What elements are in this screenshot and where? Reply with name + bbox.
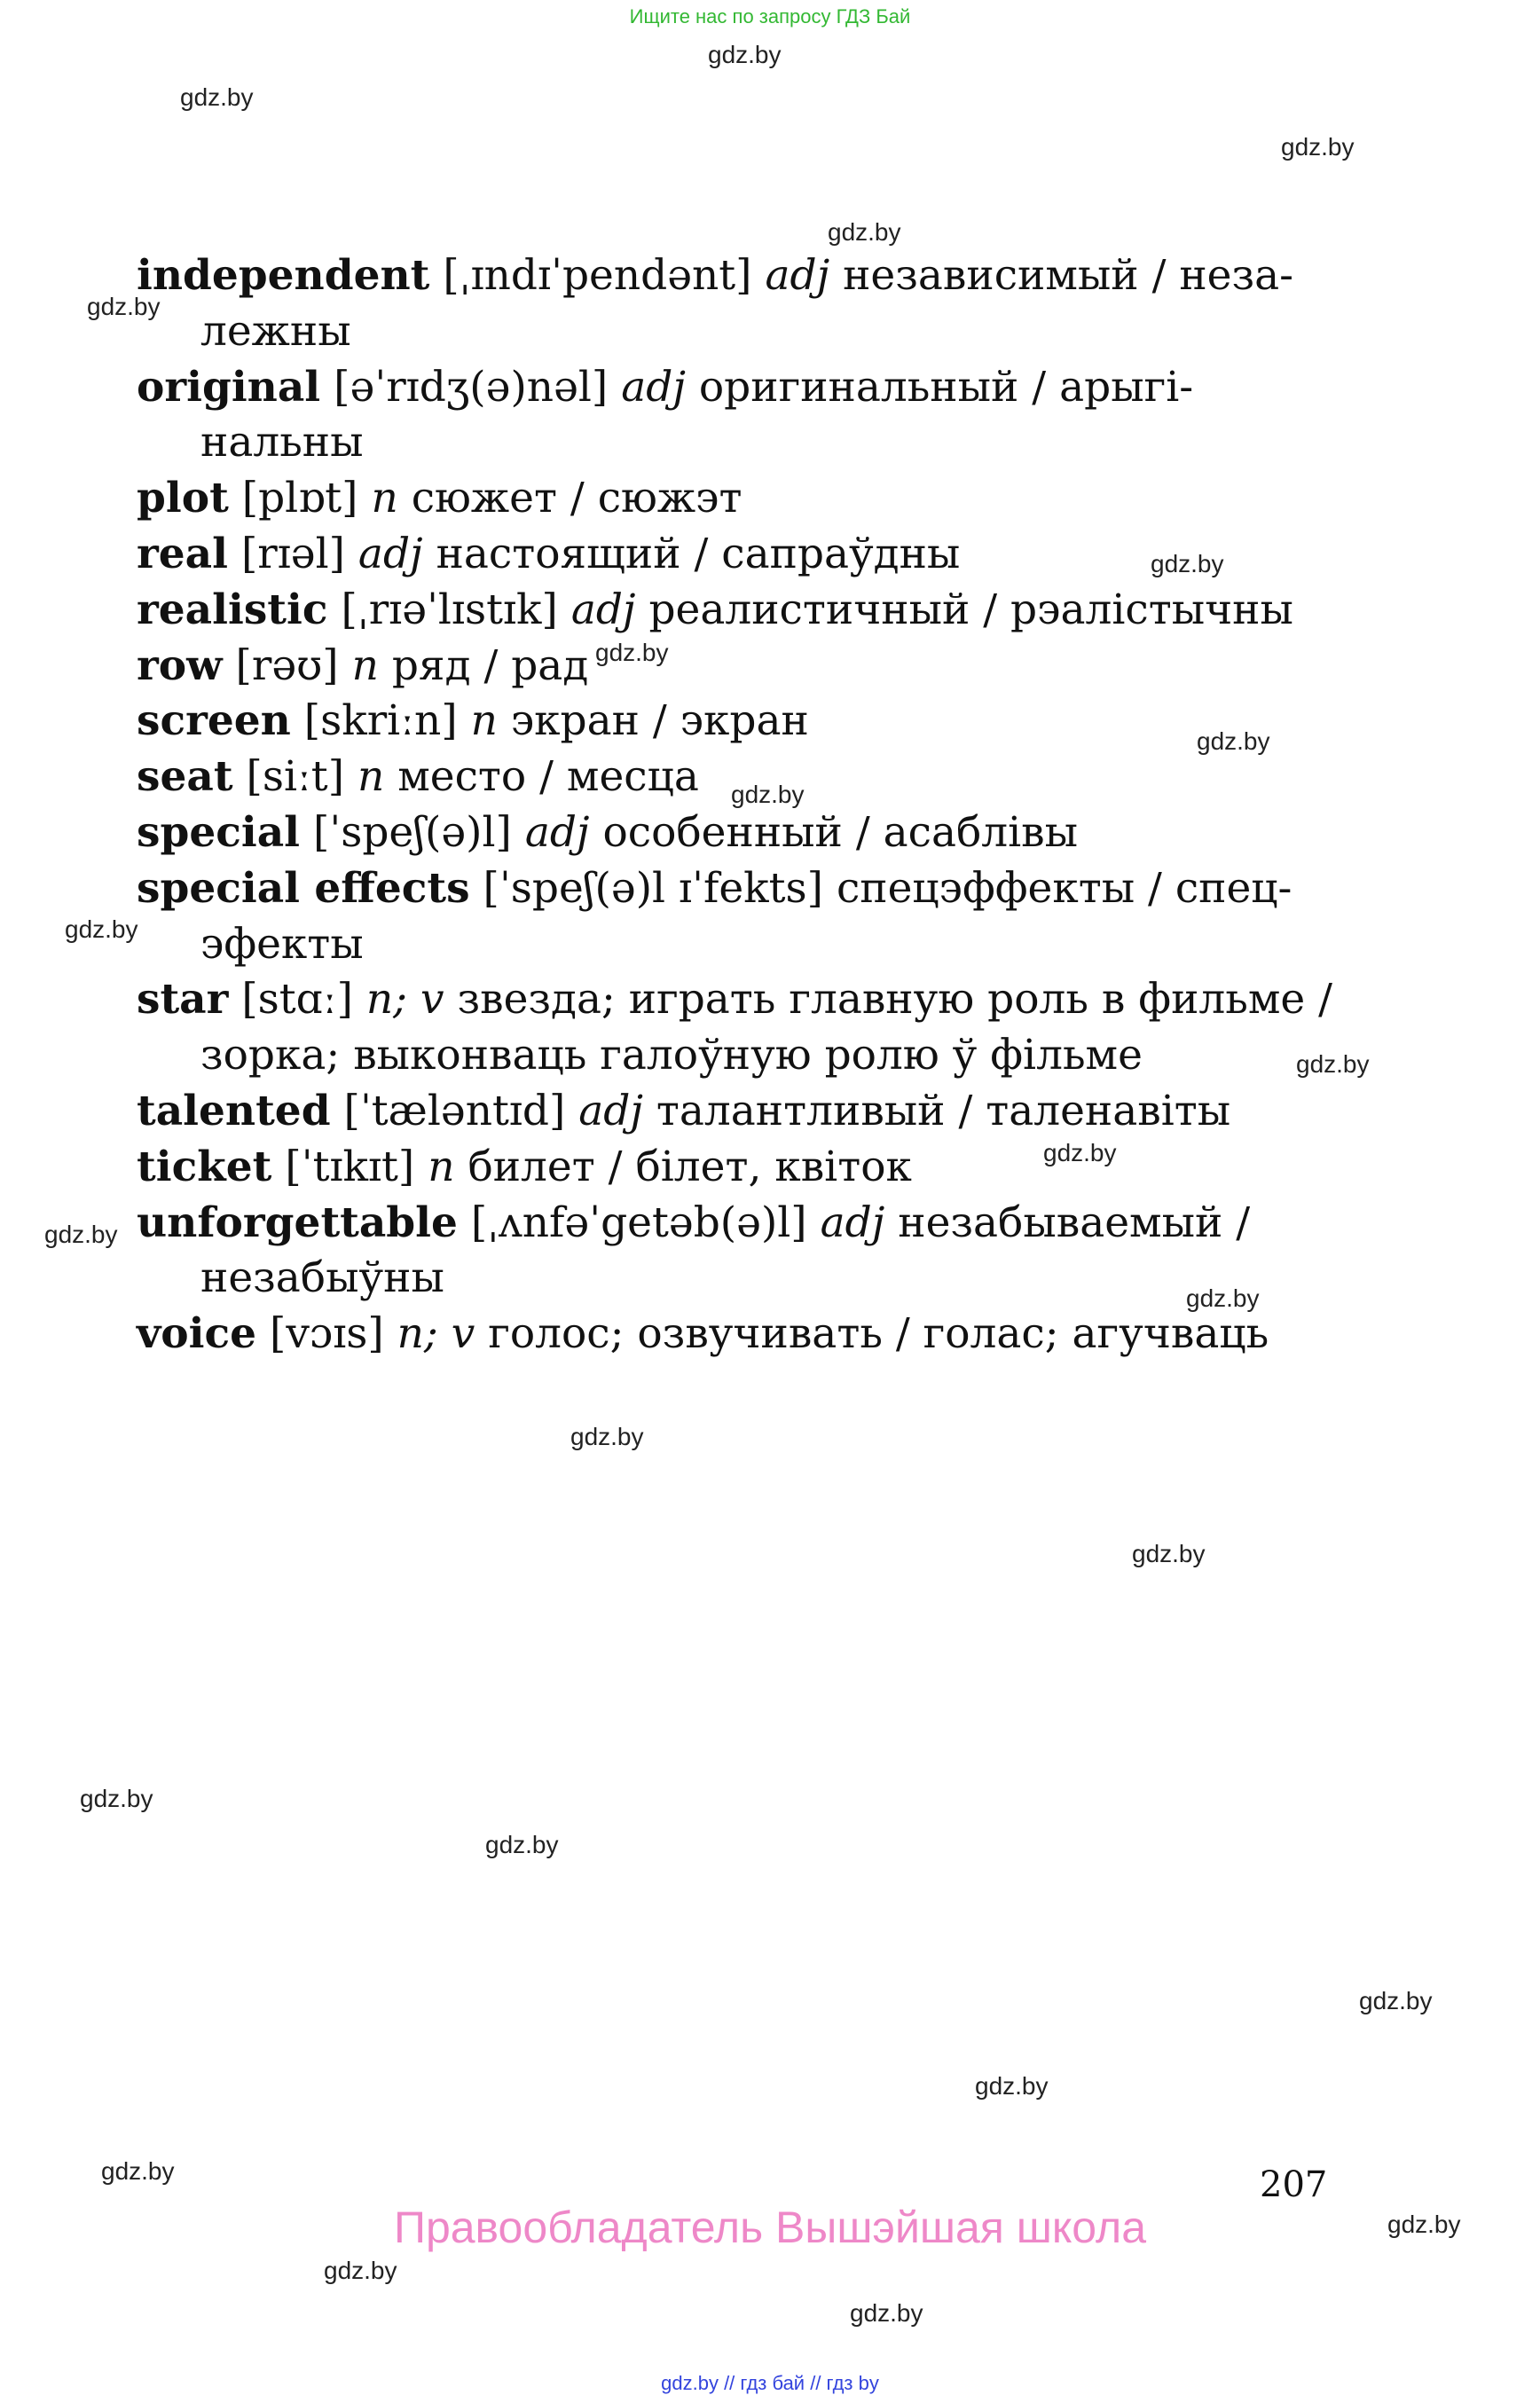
translation: экран / экран — [510, 696, 809, 746]
transcription: [əˈrɪdʒ(ə)nəl] — [334, 362, 609, 412]
translation: настоящий / сапраўдны — [436, 529, 961, 578]
headword: talented — [137, 1086, 331, 1135]
part-of-speech: adj — [621, 362, 686, 412]
headword: star — [137, 975, 229, 1025]
headword: original — [137, 362, 321, 412]
watermark: gdz.by — [1197, 727, 1270, 755]
vocab-entry — [137, 471, 1343, 527]
translation: спецэффекты / спец- — [836, 863, 1292, 913]
vocab-entry — [137, 805, 1343, 861]
part-of-speech: n — [470, 696, 498, 746]
vocab-entry — [137, 861, 1343, 973]
translation: незабываемый / — [898, 1198, 1251, 1247]
watermark: gdz.by — [1387, 2211, 1461, 2238]
watermark: gdz.by — [87, 293, 161, 320]
watermark: gdz.by — [1359, 1987, 1433, 2014]
translation-continued: зорка; выконваць галоўную ролю ў фільме — [200, 1031, 1143, 1080]
translation: место / месца — [397, 752, 699, 802]
watermark: gdz.by — [1043, 1139, 1117, 1166]
watermark: gdz.by — [1186, 1284, 1260, 1312]
headword: special effects — [137, 863, 470, 913]
transcription: [rɪəl] — [240, 529, 345, 578]
headword: row — [137, 640, 223, 690]
translation-continued: эфекты — [200, 919, 364, 969]
vocab-entry — [137, 1084, 1343, 1140]
watermark: gdz.by — [1296, 1050, 1370, 1078]
part-of-speech: n — [357, 752, 385, 802]
watermark: gdz.by — [80, 1785, 153, 1812]
part-of-speech: adj — [524, 807, 590, 857]
headword: plot — [137, 474, 229, 523]
watermark: gdz.by — [1151, 550, 1224, 577]
transcription: [ˈspeʃ(ə)l ɪˈfekts] — [483, 863, 823, 913]
watermark: gdz.by — [731, 781, 805, 808]
vocab-entry — [137, 1196, 1343, 1308]
transcription: [ˌɪndɪˈpendənt] — [443, 251, 752, 300]
vocab-entry — [137, 750, 1343, 805]
part-of-speech: adj — [820, 1198, 885, 1247]
part-of-speech: adj — [570, 585, 636, 634]
watermark: gdz.by — [485, 1831, 559, 1858]
translation: реалистичный / рэалістычны — [648, 585, 1293, 634]
watermark: gdz.by — [828, 218, 901, 246]
transcription: [ˌʌnfəˈgetəb(ə)l] — [470, 1198, 807, 1247]
headword: seat — [137, 752, 233, 802]
part-of-speech: adj — [578, 1086, 643, 1135]
translation: особенный / асаблівы — [602, 807, 1079, 857]
watermark: gdz.by — [65, 915, 138, 943]
translation: независимый / неза- — [843, 251, 1294, 300]
translation: ряд / рад — [391, 640, 589, 690]
footer-links[interactable]: gdz.by // гдз бай // гдз by — [661, 2372, 879, 2394]
watermark: gdz.by — [595, 639, 669, 666]
vocab-entry — [137, 694, 1343, 750]
translation: талантливый / таленавіты — [656, 1086, 1231, 1135]
vocab-entry — [137, 360, 1343, 472]
vocab-entry — [137, 583, 1343, 639]
transcription: [ˈtæləntɪd] — [343, 1086, 566, 1135]
watermark: gdz.by — [570, 1423, 644, 1450]
translation: оригинальный / арыгі- — [698, 362, 1194, 412]
watermark: gdz.by — [708, 41, 782, 68]
vocab-entry — [137, 1140, 1343, 1196]
vocabulary-list — [137, 248, 1343, 1362]
watermark: gdz.by — [1132, 1540, 1206, 1567]
vocab-entry — [137, 639, 1343, 695]
watermark: gdz.by — [180, 83, 254, 111]
headword: unforgettable — [137, 1198, 458, 1247]
transcription: [rəʊ] — [235, 640, 339, 690]
headword: screen — [137, 696, 291, 746]
part-of-speech: n — [371, 474, 398, 523]
transcription: [stɑː] — [241, 975, 353, 1025]
part-of-speech: n — [428, 1142, 455, 1191]
headword: voice — [137, 1309, 257, 1359]
part-of-speech: n; v — [365, 975, 444, 1025]
headword: special — [137, 807, 301, 857]
page-number: 207 — [1260, 2164, 1328, 2205]
translation-continued: нальны — [200, 418, 364, 467]
part-of-speech: n — [351, 640, 379, 690]
transcription: [skriːn] — [303, 696, 458, 746]
part-of-speech: adj — [765, 251, 830, 300]
vocab-entry — [137, 1307, 1343, 1362]
headword: real — [137, 529, 228, 578]
vocab-entry — [137, 972, 1343, 1084]
transcription: [ˈtɪkɪt] — [285, 1142, 415, 1191]
top-banner[interactable]: Ищите нас по запросу ГДЗ Бай — [629, 5, 911, 27]
headword: realistic — [137, 585, 328, 634]
watermark: gdz.by — [101, 2157, 175, 2185]
transcription: [plɒt] — [241, 474, 358, 523]
watermark: gdz.by — [324, 2257, 397, 2284]
headword: ticket — [137, 1142, 272, 1191]
translation: звезда; играть главную роль в фильме / — [457, 975, 1333, 1025]
translation: сюжет / сюжэт — [411, 474, 742, 523]
headword: independent — [137, 251, 430, 300]
watermark: gdz.by — [850, 2299, 923, 2327]
transcription: [ˈspeʃ(ə)l] — [312, 807, 512, 857]
vocab-entry — [137, 248, 1343, 360]
part-of-speech: adj — [358, 529, 423, 578]
translation-continued: лежны — [200, 306, 351, 356]
transcription: [siːt] — [246, 752, 345, 802]
watermark: gdz.by — [44, 1221, 118, 1248]
watermark: gdz.by — [975, 2072, 1049, 2100]
vocab-entry — [137, 527, 1343, 583]
translation-continued: незабыўны — [200, 1253, 444, 1303]
part-of-speech: n; v — [397, 1309, 475, 1359]
rights-holder: Правообладатель Вышэйшая школа — [394, 2203, 1146, 2252]
translation: билет / білет, квіток — [468, 1142, 912, 1191]
watermark: gdz.by — [1281, 133, 1355, 161]
transcription: [vɔɪs] — [270, 1309, 384, 1359]
transcription: [ˌrɪəˈlɪstɪk] — [341, 585, 558, 634]
translation: голос; озвучивать / голас; агучваць — [488, 1309, 1269, 1359]
